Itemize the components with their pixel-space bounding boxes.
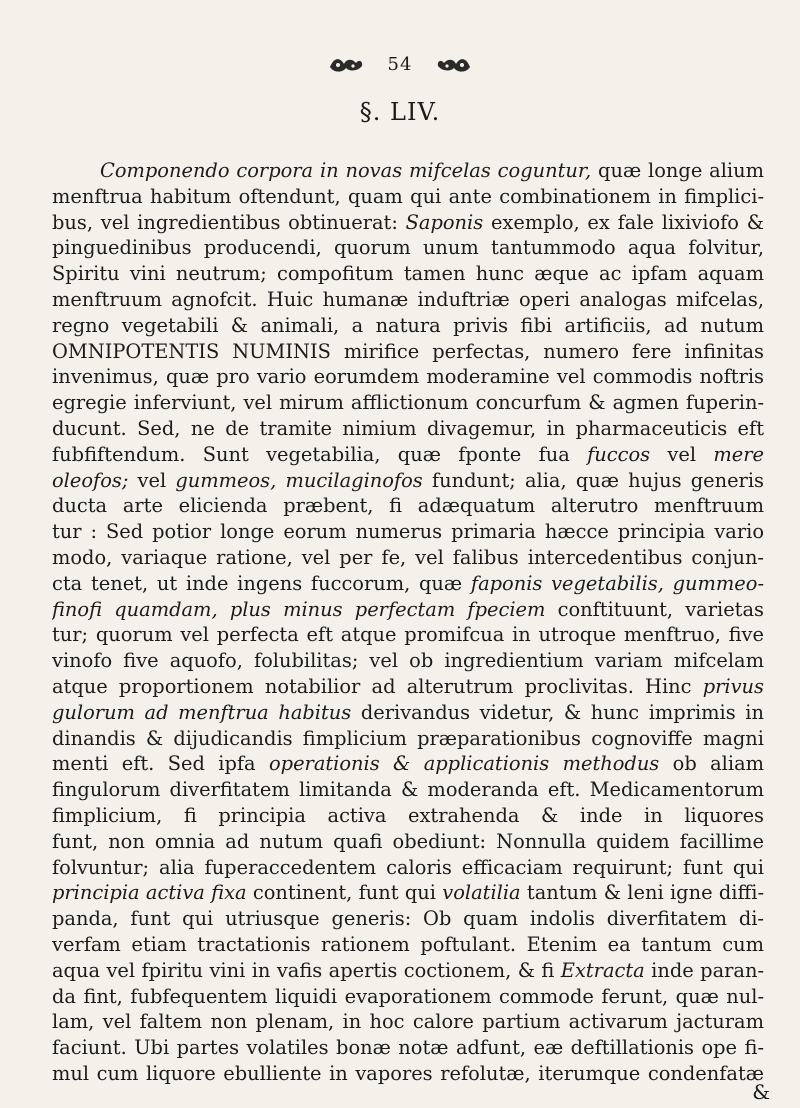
italic-text: Componendo corpora in novas mifcelas coguntur,	[100, 159, 592, 182]
text-line-content	[52, 880, 764, 906]
text-segment: fingulorum diverfitatem limitanda & moderanda eft. Medicamentorum	[52, 778, 764, 802]
left-fleuron-icon	[326, 55, 366, 75]
body-text	[52, 158, 764, 1087]
text-segment: pinguedinibus producendi, quorum unum tantummodo aqua folvitur,	[52, 236, 764, 260]
text-line	[52, 210, 764, 236]
text-line-content	[52, 855, 764, 881]
text-segment: quæ longe alium	[598, 159, 764, 182]
italic-text: principia activa fixa	[52, 881, 247, 905]
text-segment: conftituunt, varietas	[557, 597, 764, 621]
text-segment: regno vegetabili & animali, a natura privis fibi artificiis, ad nutum	[52, 313, 764, 337]
text-line-content	[52, 287, 764, 313]
text-line	[52, 442, 764, 468]
text-segment: fubfiftendum. Sunt vegetabilia, quæ fponte fua	[52, 442, 588, 466]
text-segment: menftrua habitum oftendunt, quam qui ante combinationem in fimplici-	[52, 184, 764, 208]
text-line-content	[52, 803, 764, 829]
text-line-content	[52, 777, 764, 803]
text-segment: menti eft. Sed ipfa	[52, 752, 269, 776]
text-line	[52, 777, 764, 803]
text-line	[52, 416, 764, 442]
text-segment: panda, funt qui utriusque generis: Ob quam indolis diverfitatem di-	[52, 907, 764, 931]
text-segment: menftruum agnofcit. Huic humanæ induftriæ operi analogas mifcelas,	[52, 287, 764, 311]
text-segment: exemplo, ex fale lixiviofo &	[483, 210, 764, 234]
text-line	[52, 235, 764, 261]
text-line-content	[52, 210, 764, 236]
text-segment: egregie inferviunt, vel mirum afflictionum concurfum & agmen fuperin-	[52, 391, 764, 415]
text-segment: verfam etiam tractationis rationem poftulant. Etenim ea tantum cum	[52, 932, 764, 956]
text-line	[52, 519, 764, 545]
text-line-content	[52, 442, 764, 468]
text-line-content	[52, 597, 764, 623]
text-line	[52, 1061, 764, 1087]
section-heading: §. LIV.	[359, 98, 441, 126]
text-line	[52, 622, 764, 648]
text-line	[52, 855, 764, 881]
text-line	[52, 1035, 764, 1061]
text-line-content	[52, 674, 764, 700]
text-segment: tur : Sed potior longe eorum numerus primaria hæcce principia vario	[52, 520, 764, 544]
catchword: &	[752, 1080, 770, 1104]
text-line-content	[52, 906, 764, 932]
text-line-content	[52, 519, 764, 545]
text-line	[52, 700, 764, 726]
text-segment: vel	[128, 468, 176, 492]
text-segment: lam, vel faltem non plenam, in hoc calore partium activarum jacturam	[52, 1010, 764, 1034]
text-line	[52, 751, 764, 777]
text-segment: ducta arte elicienda præbent, fi adæquatum alterutro menftruum	[52, 494, 764, 518]
text-line-content	[52, 364, 764, 390]
text-line-content	[52, 751, 764, 777]
text-line-content	[52, 726, 764, 752]
text-line	[52, 184, 764, 210]
text-segment: tantum & leni igne diffi-	[520, 881, 764, 905]
text-segment: inde paran-	[644, 958, 764, 982]
text-line	[52, 726, 764, 752]
text-line-content	[52, 339, 764, 365]
text-segment: ducunt. Sed, ne de tramite nimium divagemur, in pharmaceuticis eft	[52, 416, 764, 440]
italic-text: privus	[702, 674, 764, 698]
text-line-content	[52, 829, 764, 855]
text-segment: invenimus, quæ pro vario eorumdem moderamine vel commodis noftris	[52, 365, 764, 389]
text-segment: fundunt; alia, quæ hujus generis	[431, 468, 764, 492]
text-line-content	[52, 1061, 764, 1087]
italic-text: volatilia	[442, 881, 521, 905]
italic-text: gulorum ad menftrua habitus	[52, 700, 352, 724]
text-segment: folvuntur; alia fuperaccedentem caloris efficaciam requirunt; funt qui	[52, 855, 764, 879]
text-line	[52, 829, 764, 855]
italic-text: Saponis	[405, 210, 484, 234]
text-line	[52, 803, 764, 829]
text-line	[52, 261, 764, 287]
text-segment: tur; quorum vel perfecta eft atque promifcua in utroque menftruo, five	[52, 623, 764, 647]
text-line	[52, 339, 764, 365]
text-line	[52, 364, 764, 390]
text-line	[52, 545, 764, 571]
text-line-content	[52, 493, 764, 519]
text-line	[52, 984, 764, 1010]
text-line	[52, 313, 764, 339]
italic-text: finofi quamdam, plus minus perfectam fpeciem	[52, 597, 546, 621]
text-segment: modo, variaque ratione, vel per fe, vel falibus intercedentibus conjun-	[52, 545, 764, 569]
text-line-content	[52, 648, 764, 674]
text-line	[52, 390, 764, 416]
text-segment: funt, non omnia ad nutum quafi obediunt: Nonnulla quidem facillime	[52, 829, 764, 853]
text-line-content	[52, 261, 764, 287]
text-line	[52, 571, 764, 597]
text-segment: aqua vel fpiritu vini in vafis apertis coctionem, & fi	[52, 958, 561, 982]
text-line-content	[52, 468, 764, 494]
text-segment: vinofo five aquofo, folubilitas; vel ob ingredientium variam mifcelam	[52, 649, 764, 673]
text-line-content	[52, 1009, 764, 1035]
text-line-content	[52, 932, 764, 958]
text-line	[52, 674, 764, 700]
text-line-content	[52, 390, 764, 416]
text-segment: mul cum liquore ebulliente in vapores refolutæ, iterumque condenfatæ	[52, 1061, 764, 1085]
text-line	[52, 597, 764, 623]
text-line-content	[52, 1035, 764, 1061]
text-segment: faciunt. Ubi partes volatiles bonæ notæ adfunt, eæ deftillationis ope fi-	[52, 1036, 764, 1060]
text-line-content	[52, 184, 764, 210]
text-line-content	[52, 416, 764, 442]
text-line	[52, 1009, 764, 1035]
text-segment: bus, vel ingredientibus obtinuerat:	[52, 210, 406, 234]
text-segment: atque proportionem notabilior ad alterutrum proclivitas. Hinc	[52, 674, 703, 698]
text-segment: derivandus videtur, & hunc imprimis in	[360, 700, 764, 724]
text-line-content	[100, 158, 764, 184]
text-line-content	[52, 622, 764, 648]
italic-text: Extracta	[560, 958, 645, 982]
text-segment: Spiritu vini neutrum; compofitum tamen hunc æque ac ipfam aquam	[52, 262, 764, 286]
text-segment: vel	[650, 442, 714, 466]
text-segment: da fint, fubfequentem liquidi evaporationem commode ferunt, quæ nul-	[52, 984, 764, 1008]
text-line	[52, 958, 764, 984]
text-segment: OMNIPOTENTIS NUMINIS mirifice perfectas, numero fere infinitas	[52, 339, 764, 363]
text-line	[52, 158, 764, 184]
text-line	[52, 287, 764, 313]
text-line-content	[52, 984, 764, 1010]
text-line	[52, 493, 764, 519]
text-line	[52, 648, 764, 674]
text-line	[52, 932, 764, 958]
text-line-content	[52, 700, 764, 726]
text-segment: cta tenet, ut inde ingens fuccorum, quæ	[52, 571, 471, 595]
text-segment: fimplicium, fi principia activa extrahenda & inde in liquores	[52, 803, 764, 827]
italic-text: fuccos	[587, 442, 651, 466]
page-number: 54	[387, 54, 413, 75]
text-line-content	[52, 958, 764, 984]
text-line-content	[52, 545, 764, 571]
right-fleuron-icon	[434, 55, 474, 75]
italic-text: gummeos, mucilaginofos	[175, 468, 423, 492]
text-line-content	[52, 235, 764, 261]
italic-text: mere	[713, 442, 764, 466]
text-line-content	[52, 571, 764, 597]
text-line	[52, 468, 764, 494]
text-line	[52, 906, 764, 932]
text-segment: ob aliam	[672, 752, 764, 776]
text-segment: continent, funt qui	[246, 881, 443, 905]
text-line	[52, 880, 764, 906]
italic-text: operationis & applicationis methodus	[268, 752, 660, 776]
italic-text: faponis vegetabilis, gummeo-	[470, 571, 764, 595]
text-segment: dinandis & dijudicandis fimplicium præparationibus cognoviffe magni	[52, 726, 764, 750]
italic-text: oleofos;	[52, 468, 129, 492]
page-header	[0, 54, 800, 75]
text-line-content	[52, 313, 764, 339]
